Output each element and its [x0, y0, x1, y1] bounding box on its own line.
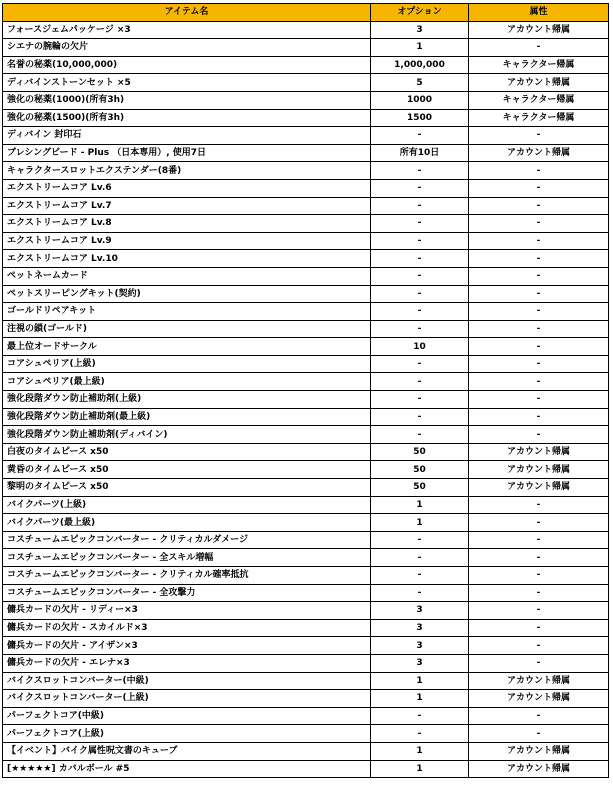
table-row	[3, 760, 609, 778]
attribute-cell: アカウント帰属	[469, 74, 609, 92]
option-cell: 1,000,000	[371, 56, 469, 74]
item-name-cell: 強化段階ダウン防止補助剤(最上級)	[3, 408, 371, 426]
table-row	[3, 303, 609, 321]
table-row	[3, 549, 609, 567]
attribute-cell: -	[469, 373, 609, 391]
option-cell: 3	[371, 21, 469, 39]
option-cell: 3	[371, 637, 469, 655]
attribute-cell: -	[469, 619, 609, 637]
option-cell: -	[371, 707, 469, 725]
option-cell: 1	[371, 742, 469, 760]
option-cell: -	[371, 215, 469, 233]
option-cell: 3	[371, 654, 469, 672]
table-row	[3, 109, 609, 127]
attribute-cell: -	[469, 285, 609, 303]
item-name-cell: エクストリームコア Lv.9	[3, 232, 371, 250]
table-row	[3, 496, 609, 514]
attribute-cell: -	[469, 531, 609, 549]
table-row	[3, 690, 609, 708]
option-cell: -	[371, 303, 469, 321]
option-cell: -	[371, 408, 469, 426]
item-name-cell: 白夜のタイムピース x50	[3, 443, 371, 461]
option-cell: -	[371, 391, 469, 409]
option-cell: -	[371, 267, 469, 285]
item-name-cell: 強化段階ダウン防止補助剤(ディバイン)	[3, 426, 371, 444]
attribute-cell: アカウント帰属	[469, 742, 609, 760]
option-cell: 50	[371, 479, 469, 497]
attribute-cell: -	[469, 549, 609, 567]
attribute-cell: アカウント帰属	[469, 461, 609, 479]
attribute-cell: アカウント帰属	[469, 443, 609, 461]
table-row	[3, 320, 609, 338]
table-row	[3, 91, 609, 109]
table-row	[3, 619, 609, 637]
option-cell: 5	[371, 74, 469, 92]
attribute-cell: -	[469, 637, 609, 655]
option-cell: -	[371, 162, 469, 180]
attribute-cell: -	[469, 496, 609, 514]
attribute-cell: -	[469, 303, 609, 321]
attribute-cell: -	[469, 426, 609, 444]
item-name-cell: 強化の秘薬(1500)(所有3h)	[3, 109, 371, 127]
item-name-cell: バイクパーツ(最上級)	[3, 514, 371, 532]
attribute-cell: アカウント帰属	[469, 760, 609, 778]
table-row	[3, 215, 609, 233]
option-cell: 1000	[371, 91, 469, 109]
option-cell: 10	[371, 338, 469, 356]
attribute-cell: -	[469, 197, 609, 215]
attribute-cell: -	[469, 215, 609, 233]
table-row	[3, 162, 609, 180]
item-name-cell: バイクスロットコンバーター(上級)	[3, 690, 371, 708]
option-cell: -	[371, 197, 469, 215]
item-name-cell: バイクスロットコンバーター(中級)	[3, 672, 371, 690]
option-cell: -	[371, 584, 469, 602]
option-cell: -	[371, 725, 469, 743]
item-name-cell: 黄昏のタイムピース x50	[3, 461, 371, 479]
attribute-cell: アカウント帰属	[469, 21, 609, 39]
table-body	[3, 21, 609, 778]
option-cell: -	[371, 232, 469, 250]
item-name-cell: 注視の鎖(ゴールド)	[3, 320, 371, 338]
table-row	[3, 479, 609, 497]
item-name-cell: パーフェクトコア(中級)	[3, 707, 371, 725]
item-name-cell: エクストリームコア Lv.10	[3, 250, 371, 268]
attribute-cell: -	[469, 162, 609, 180]
attribute-cell: -	[469, 584, 609, 602]
attribute-cell: キャラクター帰属	[469, 109, 609, 127]
option-cell: 1	[371, 760, 469, 778]
attribute-cell: -	[469, 391, 609, 409]
table-row	[3, 21, 609, 39]
item-name-cell: エクストリームコア Lv.6	[3, 179, 371, 197]
option-cell: -	[371, 373, 469, 391]
header-item-name: アイテム名	[3, 4, 371, 22]
item-name-cell: 強化の秘薬(1000)(所有3h)	[3, 91, 371, 109]
item-name-cell: ディバインストーンセット ×5	[3, 74, 371, 92]
item-name-cell: バイクパーツ(上級)	[3, 496, 371, 514]
table-row	[3, 567, 609, 585]
attribute-cell: -	[469, 514, 609, 532]
table-row	[3, 197, 609, 215]
item-name-cell: シエナの腕輪の欠片	[3, 39, 371, 57]
attribute-cell: -	[469, 179, 609, 197]
table-row	[3, 56, 609, 74]
item-name-cell: エクストリームコア Lv.8	[3, 215, 371, 233]
table-row	[3, 531, 609, 549]
attribute-cell: -	[469, 725, 609, 743]
table-row	[3, 707, 609, 725]
attribute-cell: -	[469, 232, 609, 250]
item-name-cell: パーフェクトコア(上級)	[3, 725, 371, 743]
option-cell: 1	[371, 39, 469, 57]
option-cell: 1	[371, 672, 469, 690]
header-row	[3, 4, 609, 22]
item-table	[2, 3, 609, 778]
attribute-cell: アカウント帰属	[469, 672, 609, 690]
option-cell: 1	[371, 514, 469, 532]
table-row	[3, 179, 609, 197]
attribute-cell: -	[469, 39, 609, 57]
attribute-cell: -	[469, 338, 609, 356]
attribute-cell: キャラクター帰属	[469, 56, 609, 74]
item-name-cell: 傭兵カードの欠片 - リディー×3	[3, 602, 371, 620]
option-cell: 50	[371, 443, 469, 461]
item-name-cell: コスチュームエピックコンバーター - クリティカル確率抵抗	[3, 567, 371, 585]
option-cell: 3	[371, 619, 469, 637]
item-name-cell: ペットネームカード	[3, 267, 371, 285]
item-name-cell: 強化段階ダウン防止補助剤(上級)	[3, 391, 371, 409]
item-name-cell: ディバイン 封印石	[3, 127, 371, 145]
option-cell: 所有10日	[371, 144, 469, 162]
item-table-container	[2, 3, 609, 778]
option-cell: -	[371, 250, 469, 268]
option-cell: -	[371, 127, 469, 145]
table-row	[3, 338, 609, 356]
table-row	[3, 373, 609, 391]
item-name-cell: 黎明のタイムピース x50	[3, 479, 371, 497]
table-row	[3, 514, 609, 532]
table-row	[3, 232, 609, 250]
item-name-cell: フォースジェムパッケージ ×3	[3, 21, 371, 39]
option-cell: -	[371, 426, 469, 444]
attribute-cell: キャラクター帰属	[469, 91, 609, 109]
table-row	[3, 672, 609, 690]
attribute-cell: -	[469, 567, 609, 585]
item-name-cell: 傭兵カードの欠片 - スカイルド×3	[3, 619, 371, 637]
option-cell: 1500	[371, 109, 469, 127]
table-row	[3, 742, 609, 760]
item-name-cell: コスチュームエピックコンバーター - クリティカルダメージ	[3, 531, 371, 549]
option-cell: -	[371, 531, 469, 549]
item-name-cell: エクストリームコア Lv.7	[3, 197, 371, 215]
table-row	[3, 443, 609, 461]
item-name-cell: ゴールドリペアキット	[3, 303, 371, 321]
option-cell: -	[371, 549, 469, 567]
attribute-cell: -	[469, 267, 609, 285]
table-row	[3, 355, 609, 373]
option-cell: 1	[371, 496, 469, 514]
item-name-cell: コアシュペリア(上級)	[3, 355, 371, 373]
attribute-cell: アカウント帰属	[469, 479, 609, 497]
header-attribute: 属性	[469, 4, 609, 22]
table-row	[3, 39, 609, 57]
table-row	[3, 267, 609, 285]
item-name-cell: ペットスリーピングキット(契約)	[3, 285, 371, 303]
attribute-cell: アカウント帰属	[469, 144, 609, 162]
attribute-cell: -	[469, 602, 609, 620]
attribute-cell: -	[469, 127, 609, 145]
attribute-cell: -	[469, 707, 609, 725]
table-row	[3, 426, 609, 444]
table-row	[3, 461, 609, 479]
option-cell: 1	[371, 690, 469, 708]
option-cell: -	[371, 285, 469, 303]
table-row	[3, 654, 609, 672]
table-row	[3, 74, 609, 92]
item-name-cell: キャラクタースロットエクステンダー(8番)	[3, 162, 371, 180]
item-name-cell: コアシュペリア(最上級)	[3, 373, 371, 391]
attribute-cell: -	[469, 250, 609, 268]
item-name-cell: 傭兵カードの欠片 - エレナ×3	[3, 654, 371, 672]
attribute-cell: -	[469, 320, 609, 338]
item-name-cell: 傭兵カードの欠片 - アイザン×3	[3, 637, 371, 655]
table-row	[3, 637, 609, 655]
option-cell: -	[371, 355, 469, 373]
item-name-cell: コスチュームエピックコンバーター - 全攻撃力	[3, 584, 371, 602]
item-name-cell: [★★★★★] カバルボール #5	[3, 760, 371, 778]
table-row	[3, 144, 609, 162]
option-cell: -	[371, 179, 469, 197]
attribute-cell: アカウント帰属	[469, 690, 609, 708]
table-row	[3, 602, 609, 620]
table-row	[3, 250, 609, 268]
header-option: オプション	[371, 4, 469, 22]
attribute-cell: -	[469, 355, 609, 373]
item-name-cell: 最上位オードサークル	[3, 338, 371, 356]
item-name-cell: 【イベント】バイク属性呪文書のキューブ	[3, 742, 371, 760]
table-row	[3, 127, 609, 145]
item-name-cell: ブレシングビード - Plus （日本専用）, 使用7日	[3, 144, 371, 162]
table-row	[3, 391, 609, 409]
option-cell: -	[371, 567, 469, 585]
table-row	[3, 584, 609, 602]
table-row	[3, 408, 609, 426]
option-cell: -	[371, 320, 469, 338]
item-name-cell: コスチュームエピックコンバーター - 全スキル増幅	[3, 549, 371, 567]
attribute-cell: -	[469, 654, 609, 672]
table-row	[3, 725, 609, 743]
option-cell: 50	[371, 461, 469, 479]
table-row	[3, 285, 609, 303]
item-name-cell: 名誉の秘薬(10,000,000)	[3, 56, 371, 74]
option-cell: 3	[371, 602, 469, 620]
attribute-cell: -	[469, 408, 609, 426]
